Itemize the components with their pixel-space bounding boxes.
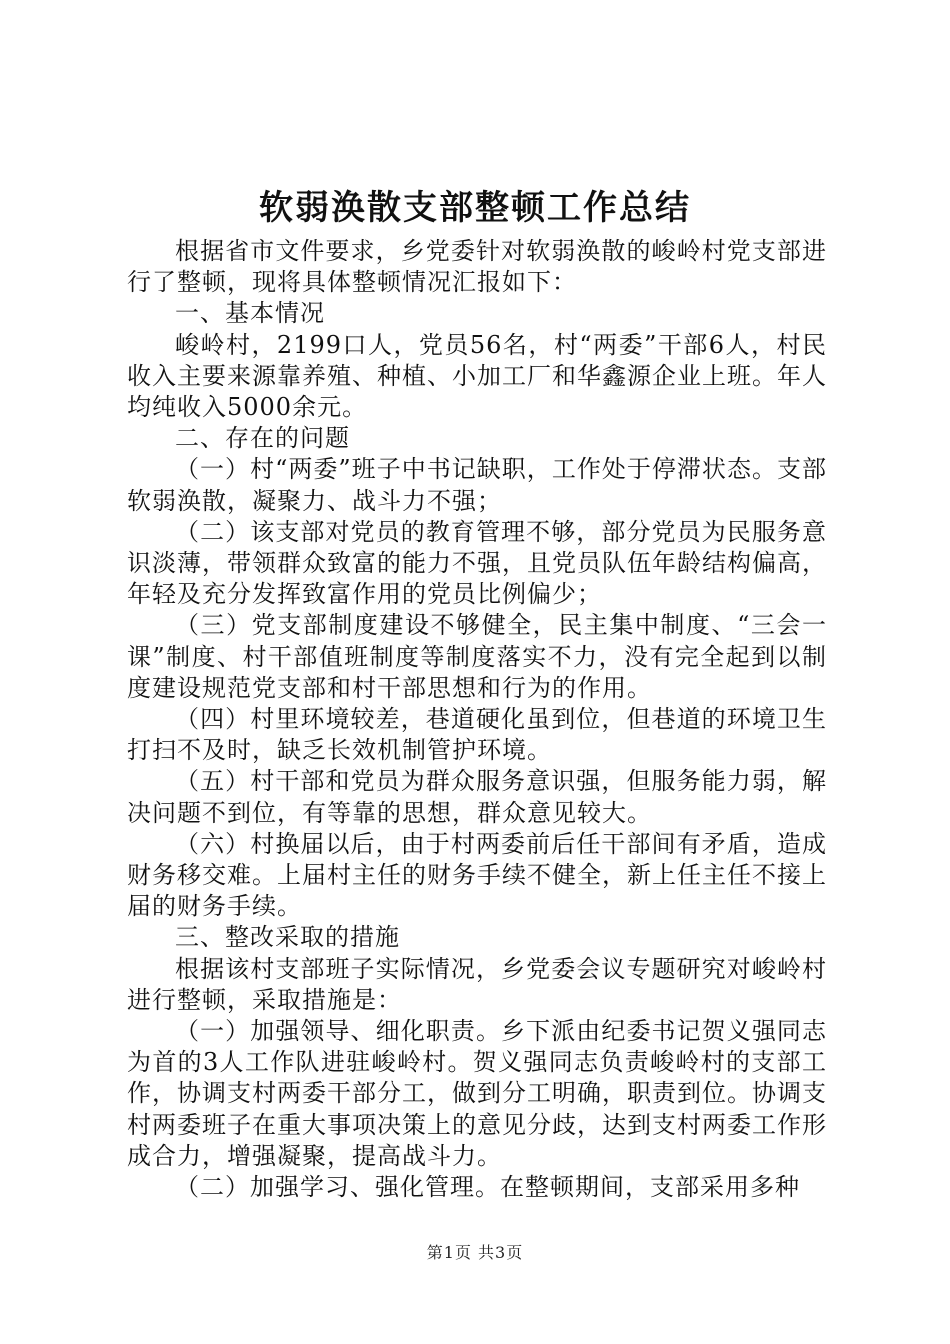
document-title: 软弱涣散支部整顿工作总结 [259,188,691,228]
paragraph-problem-3: （三）党支部制度建设不够健全，民主集中制度、“三会一课”制度、村干部值班制度等制度落实不力，没有完全起到以制度建设规范党支部和村干部思想和行为的作用。 [127,611,827,702]
paragraph-problem-2: （二）该支部对党员的教育管理不够，部分党员为民服务意识淡薄，带领群众致富的能力不强，且党员队伍年龄结构偏高，年轻及充分发挥致富作用的党员比例偏少； [127,517,827,609]
paragraph-problem-6: （六）村换届以后，由于村两委前后任干部间有矛盾，造成财务移交难。上届村主任的财务手续不健全，新上任主任不接上届的财务手续。 [127,829,827,921]
paragraph-problem-1: （一）村“两委”班子中书记缺职，工作处于停滞状态。支部软弱涣散，凝聚力、战斗力不强； [127,455,827,515]
paragraph-measure-1: （一）加强领导、细化职责。乡下派由纪委书记贺义强同志为首的3人工作队进驻峻岭村。贺义强同志负责峻岭村的支部工作，协调支村两委干部分工，做到分工明确，职责到位。协调支村两委班子在重大事项决策上的意见分歧，达到支村两委工作形成合力，增强凝聚，提高战斗力。 [127,1017,827,1170]
section-heading-measures: 三、整改采取的措施 [175,923,400,952]
paragraph-problem-4: （四）村里环境较差，巷道硬化虽到位，但巷道的环境卫生打扫不及时，缺乏长效机制管护环境。 [127,705,827,765]
page-number-footer: 第1页 共3页 [426,1243,524,1262]
paragraph-measure-2: （二）加强学习、强化管理。在整顿期间，支部采用多种 [175,1173,800,1202]
paragraph-basic-info: 峻岭村，2199口人，党员56名，村“两委”干部6人，村民收入主要来源靠养殖、种植、小加工厂和华鑫源企业上班。年人均纯收入5000余元。 [127,330,827,422]
paragraph-intro: 根据省市文件要求，乡党委针对软弱涣散的峻岭村党支部进行了整顿，现将具体整顿情况汇报如下： [127,237,827,297]
paragraph-measures-intro: 根据该村支部班子实际情况，乡党委会议专题研究对峻岭村进行整顿，采取措施是： [127,954,827,1014]
section-heading-problems: 二、存在的问题 [175,424,350,453]
paragraph-problem-5: （五）村干部和党员为群众服务意识强，但服务能力弱，解决问题不到位，有等靠的思想，群众意见较大。 [127,767,827,827]
document-body [127,236,827,1203]
section-heading-basic: 一、基本情况 [175,299,325,328]
